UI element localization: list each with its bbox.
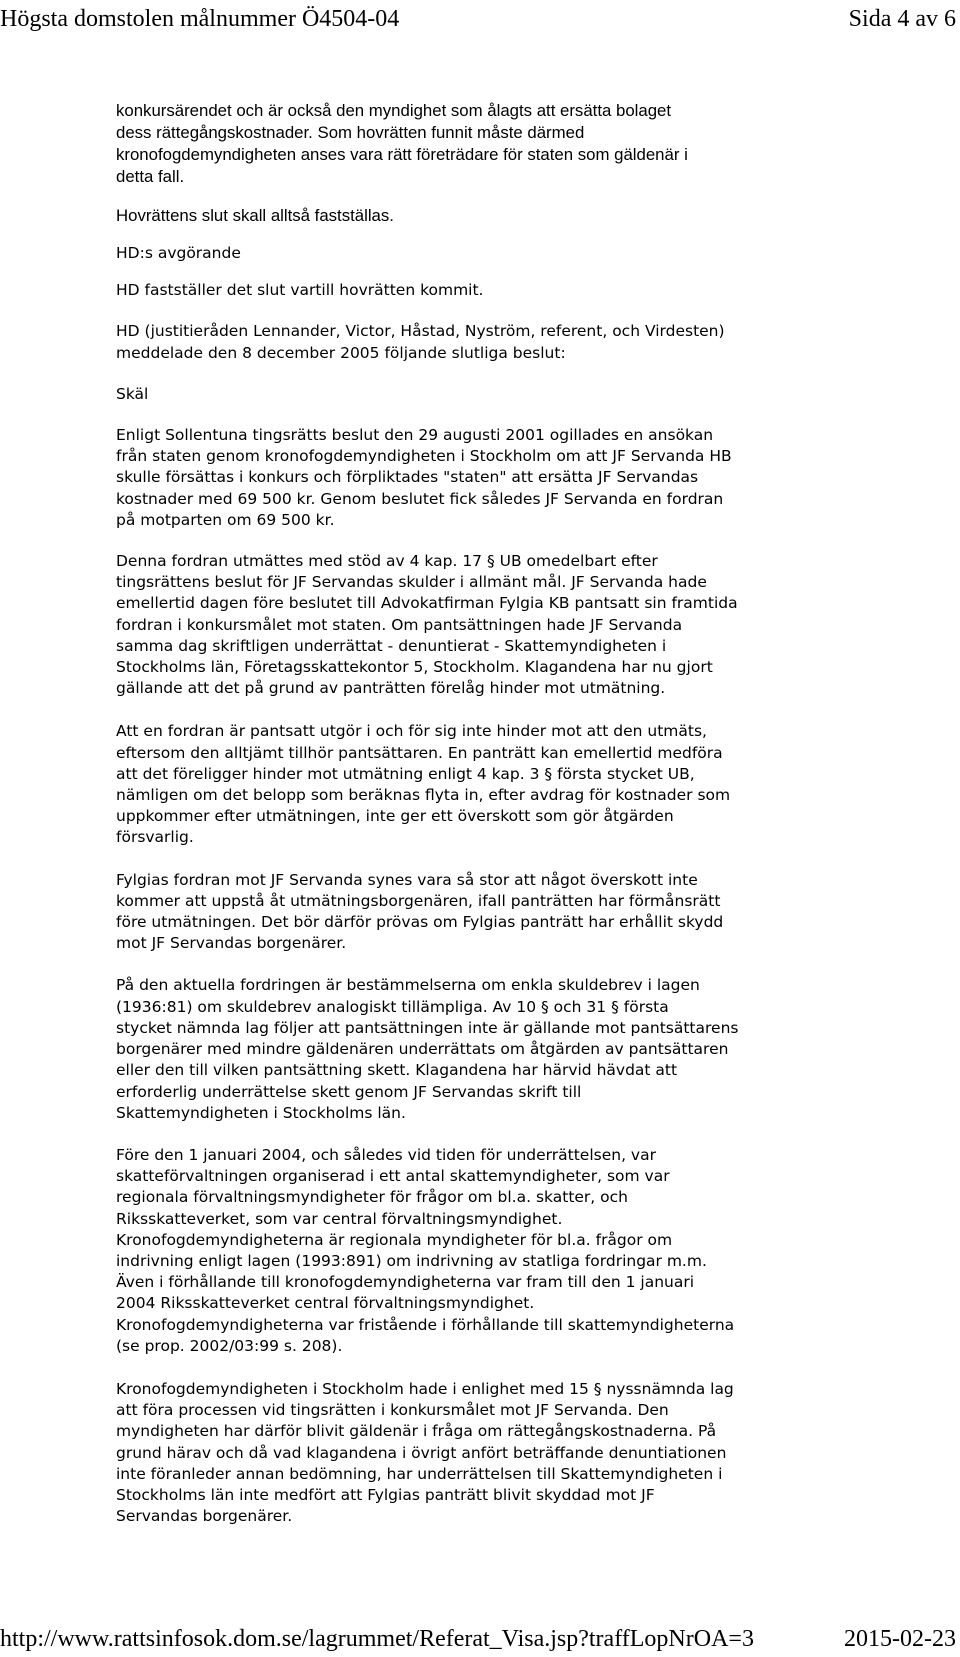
- print-date: 2015-02-23: [844, 1626, 956, 1652]
- paragraph-10: Före den 1 januari 2004, och således vid tiden för underrättelsen, var skatteförvaltningen organiserad i ett antal skattemyndigheter, som var regionala förvaltningsmyndigheter för frågor om bl.a. skatter, och Riksskatteverket, som var central förvaltningsmyndighet. Kronofogdemyndigheterna är regionala myndigheter för bl.a. frågor om indrivning enligt lagen (1993:891) om indrivning av statliga fordringar m.m. Även i förhållande till kronofogdemyndigheterna var fram till den 1 januari 2004 Riksskatteverket central förvaltningsmyndighet. Kronofogdemyndigheterna var fristående i förhållande till skattemyndigheterna (se prop. 2002/03:99 s. 208).: [116, 1145, 735, 1355]
- paragraph-5: Enligt Sollentuna tingsrätts beslut den 29 augusti 2001 ogillades en ansökan från staten genom kronofogdemyndigheten i Stockholm om att JF Servanda HB skulle försättas i konkurs och förpliktades "staten" att ersätta JF Servandas kostnader med 69 500 kr. Genom beslutet fick således JF Servanda en fordran på motparten om 69 500 kr.: [116, 426, 732, 529]
- source-url: http://www.rattsinfosok.dom.se/lagrummet/Referat_Visa.jsp?traffLopNrOA=3: [0, 1626, 754, 1652]
- section-heading-hd-avgorande: HD:s avgörande: [116, 244, 241, 262]
- paragraph-3: HD fastställer det slut vartill hovrätten kommit.: [116, 281, 484, 300]
- page-indicator: Sida 4 av 6: [848, 6, 956, 32]
- paragraph-11: Kronofogdemyndigheten i Stockholm hade i enlighet med 15 § nyssnämnda lag att föra processen vid tingsrätten i konkursmålet mot JF Servanda. Den myndigheten har därför blivit gäldenär i fråga om rättegångskostnaderna. På grund härav och då vad klagandena i övrigt anfört beträffande denuntiationen inte föranleder annan bedömning, har underrättelsen till Skattemyndigheten i Stockholms län inte medfört att Fylgias panträtt blivit skyddad mot JF Servandas borgenärer.: [116, 1379, 734, 1526]
- paragraph-4: HD (justitieråden Lennander, Victor, Håstad, Nyström, referent, och Virdesten) meddelade den 8 december 2005 följande slutliga beslut:: [116, 322, 725, 362]
- page-header: [0, 2, 960, 36]
- paragraph-9: På den aktuella fordringen är bestämmelserna om enkla skuldebrev i lagen (1936:81) om skuldebrev analogiskt tillämpliga. Av 10 § och 31 § första stycket nämnda lag följer att pantsättningen inte är gällande mot pantsättarens borgenärer med mindre gäldenären underrättats om åtgärden av pantsättaren eller den till vilken pantsättning skett. Klagandena har härvid hävdat att erforderlig underrättelse skett genom JF Servandas skrift till Skattemyndigheten i Stockholms län.: [116, 976, 739, 1122]
- paragraph-8: Fylgias fordran mot JF Servanda synes vara så stor att något överskott inte kommer att uppstå åt utmätningsborgenären, ifall panträtten har förmånsrätt före utmätningen. Det bör därför prövas om Fylgias panträtt har erhållit skydd mot JF Servandas borgenärer.: [116, 870, 724, 953]
- paragraph-7: Att en fordran är pantsatt utgör i och för sig inte hinder mot att den utmäts, eftersom den alltjämt tillhör pantsättaren. En panträtt kan emellertid medföra att det föreligger hinder mot utmätning enligt 4 kap. 3 § första stycket UB, nämligen om det belopp som beräknas flyta in, efter avdrag för kostnader som uppkommer efter utmätningen, inte ger ett överskott som gör åtgärden försvarlig.: [116, 722, 731, 847]
- section-heading-skal: Skäl: [116, 384, 149, 403]
- paragraph-6: Denna fordran utmättes med stöd av 4 kap. 17 § UB omedelbart efter tingsrättens beslut för JF Servandas skulder i allmänt mål. JF Servanda hade emellertid dagen före beslutet till Advokatfirman Fylgia KB pantsatt sin framtida fordran i konkursmålet mot staten. Om pantsättningen hade JF Servanda samma dag skriftligen underrättat - denuntierat - Skattemyndigheten i Stockholms län, Företagsskattekontor 5, Stockholm. Klagandena har nu gjort gällande att det på grund av panträtten förelåg hinder mot utmätning.: [116, 552, 738, 698]
- paragraph-2: Hovrättens slut skall alltså fastställas.: [116, 206, 394, 225]
- document-title: Högsta domstolen målnummer Ö4504-04: [0, 6, 400, 32]
- paragraph-1: konkursärendet och är också den myndighet som ålagts att ersätta bolaget dess rättegångskostnader. Som hovrätten funnit måste därmed kronofogdemyndigheten anses vara rätt företrädare för staten som gäldenär i detta fall.: [116, 101, 688, 186]
- page-footer: [0, 1624, 960, 1657]
- document-body: [116, 100, 836, 1527]
